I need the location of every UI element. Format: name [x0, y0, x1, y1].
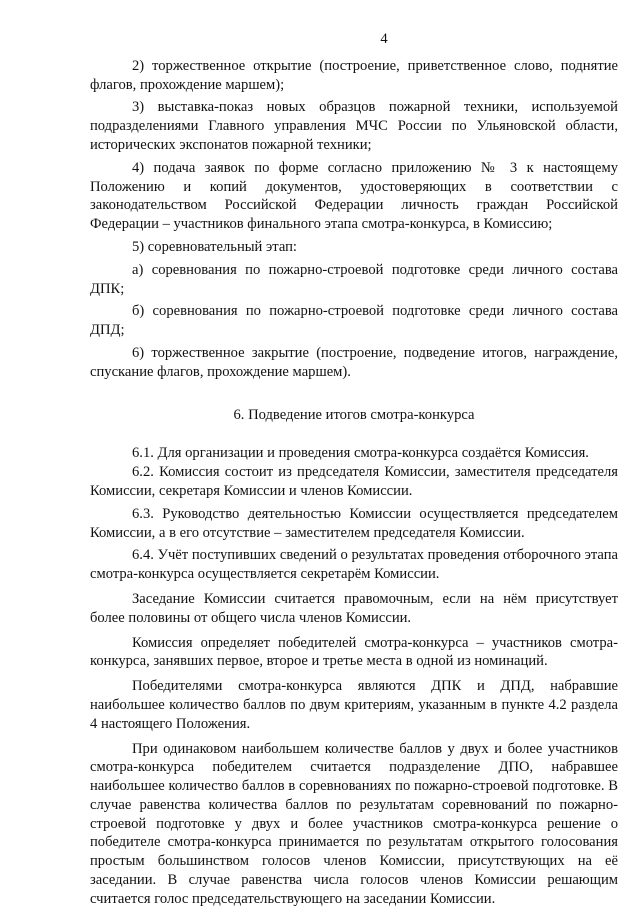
section-title: 6. Подведение итогов смотра-конкурса: [233, 406, 475, 423]
paragraph-6-3: 6.3. Руководство деятельностью Комиссии осуществляется председателем Комиссии, а в его отсутствие – заместителем председателя Комиссии.: [90, 505, 618, 541]
paragraph-competition-stage: 5) соревновательный этап:: [132, 238, 297, 255]
paragraph-winners-definition: Комиссия определяет победителей смотра-конкурса – участников смотра-конкурса, занявших первое, второе и третье места в одной из номинаций.: [90, 634, 618, 670]
paragraph-quorum: Заседание Комиссии считается правомочным, если на нём присутствует более половины от общего числа членов Комиссии.: [90, 590, 618, 626]
paragraph-winners-criteria: Победителями смотра-конкурса являются ДПК и ДПД, набравшие наибольшее количество баллов по двум критериям, указанным в пункте 4.2 раздела 4 настоящего Положения.: [90, 678, 618, 732]
paragraph-competition-dpk: а) соревнования по пожарно-строевой подготовке среди личного состава ДПК;: [90, 261, 618, 297]
paragraph-exhibition: 3) выставка-показ новых образцов пожарной техники, используемой подразделениями Главного управления МЧС России по Ульяновской области, исторических экспонатов пожарной техники;: [90, 99, 618, 153]
document-page: [90, 30, 618, 909]
page-number: 4: [380, 31, 388, 47]
paragraph-opening-ceremony: 2) торжественное открытие (построение, приветственное слово, поднятие флагов, прохождение маршем);: [90, 57, 618, 93]
paragraph-6-4: 6.4. Учёт поступивших сведений о результатах проведения отборочного этапа смотра-конкурса осуществляется секретарём Комиссии.: [90, 547, 618, 583]
paragraph-6-2: 6.2. Комиссия состоит из председателя Комиссии, заместителя председателя Комиссии, секретаря Комиссии и членов Комиссии.: [90, 464, 618, 499]
paragraph-closing-ceremony: 6) торжественное закрытие (построение, подведение итогов, награждение, спускание флагов, прохождение маршем).: [90, 344, 618, 380]
paragraph-competition-dpd: б) соревнования по пожарно-строевой подготовке среди личного состава ДПД;: [90, 303, 618, 339]
paragraph-applications: 4) подача заявок по форме согласно приложению № 3 к настоящему Положению и копий документов, удостоверяющих в соответствии с законодательством Российской Федерации личность граждан Российской Федерации – участников финального этапа смотра-конкурса, в Комиссию;: [90, 159, 618, 233]
paragraph-tie-break: При одинаковом наибольшем количестве баллов у двух и более участников смотра-конкурса победителем считается подразделение ДПО, набравшее наибольшее количество баллов в соревнованиях по пожарно-строевой подготовке. В случае равенства количества баллов по результатам соревнований по пожарно-строевой подготовке у двух и более участников смотра-конкурса решение о победителе смотра-конкурса принимается по результатам открытого голосования простым большинством голосов членов Комиссии, присутствующих на её заседании. В случае равенства числа голосов членов Комиссии решающим считается голос председательствующего на заседании Комиссии.: [90, 740, 618, 907]
paragraph-6-1: 6.1. Для организации и проведения смотра-конкурса создаётся Комиссия.: [132, 445, 589, 462]
